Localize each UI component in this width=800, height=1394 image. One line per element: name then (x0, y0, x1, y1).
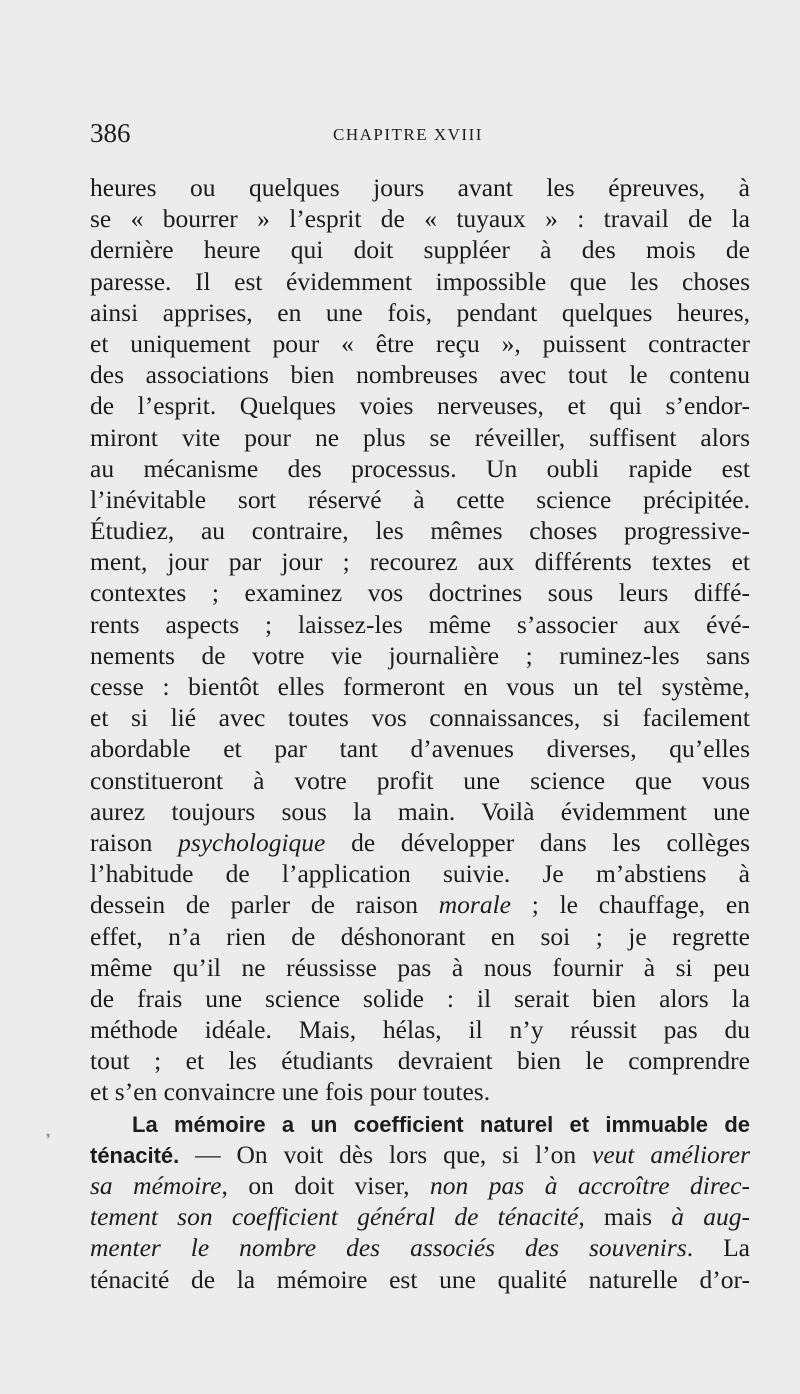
text-line: et s’en convaincre une fois pour toutes. (90, 1077, 491, 1107)
text-line: tement son coefficient général de ténacité, mais à aug- (90, 1202, 750, 1232)
text-line: nements de votre vie journalière ; ruminez-les sans (90, 640, 750, 670)
text-line: raison psychologique de développer dans les collèges (90, 827, 750, 857)
section-heading-line: La mémoire a un coefficient naturel et immuable de (132, 1111, 750, 1137)
text-line: même qu’il ne réussisse pas à nous fournir à si peu (90, 952, 750, 982)
running-title: CHAPITRE XVIII (333, 125, 483, 144)
text-line: de frais une science solide : il serait bien alors la (90, 983, 750, 1013)
text-line: ment, jour par jour ; recourez aux différents textes et (90, 547, 750, 577)
text-line: de l’esprit. Quelques voies nerveuses, et qui s’endor- (90, 391, 750, 421)
margin-speck: ❜ (46, 1133, 51, 1148)
text-line: se « bourrer » l’esprit de « tuyaux » : travail de la (90, 204, 750, 234)
text-line: paresse. Il est évidemment impossible que les choses (90, 266, 750, 296)
text-line: cesse : bientôt elles formeront en vous un tel système, (90, 672, 750, 701)
page-header (90, 118, 750, 158)
text-line: menter le nombre des associés des souvenirs. La (90, 1233, 750, 1263)
text-line: ténacité. — On voit dès lors que, si l’on veut améliorer (90, 1139, 751, 1169)
text-line: aurez toujours sous la main. Voilà évidemment une (90, 796, 750, 826)
text-line: dernière heure qui doit suppléer à des mois de (90, 235, 750, 265)
text-line: abordable et par tant d’avenues diverses, qu’elles (90, 734, 750, 764)
body-text (90, 172, 750, 1295)
text-line: l’inévitable sort réservé à cette science précipitée. (90, 484, 750, 514)
page-number: 386 (90, 118, 131, 148)
text-line: Étudiez, au contraire, les mêmes choses progressive- (90, 516, 750, 546)
text-line: contextes ; examinez vos doctrines sous leurs diffé- (90, 578, 750, 608)
text-line: méthode idéale. Mais, hélas, il n’y réussit pas du (90, 1015, 750, 1045)
text-line: des associations bien nombreuses avec tout le contenu (90, 360, 750, 390)
text-line: sa mémoire, on doit viser, non pas à accroître direc- (90, 1171, 750, 1200)
text-line: l’habitude de l’application suivie. Je m’abstiens à (90, 859, 750, 889)
text-line: rents aspects ; laissez-les même s’associer aux évé- (90, 609, 750, 639)
text-line: constitueront à votre profit une science que vous (90, 765, 750, 795)
text-line: ainsi apprises, en une fois, pendant quelques heures, (90, 297, 750, 327)
text-line: tout ; et les étudiants devraient bien le comprendre (90, 1046, 750, 1076)
text-line: heures ou quelques jours avant les épreuves, à (90, 173, 750, 202)
text-line: dessein de parler de raison morale ; le chauffage, en (90, 890, 750, 920)
text-line: miront vite pour ne plus se réveiller, suffisent alors (90, 422, 750, 452)
text-line: ténacité de la mémoire est une qualité naturelle d’or- (90, 1264, 750, 1294)
text-line: et si lié avec toutes vos connaissances, si facilement (90, 703, 750, 733)
text-line: et uniquement pour « être reçu », puissent contracter (90, 328, 750, 358)
text-line: effet, n’a rien de déshonorant en soi ; je regrette (90, 921, 750, 951)
text-line: au mécanisme des processus. Un oubli rapide est (90, 453, 750, 483)
